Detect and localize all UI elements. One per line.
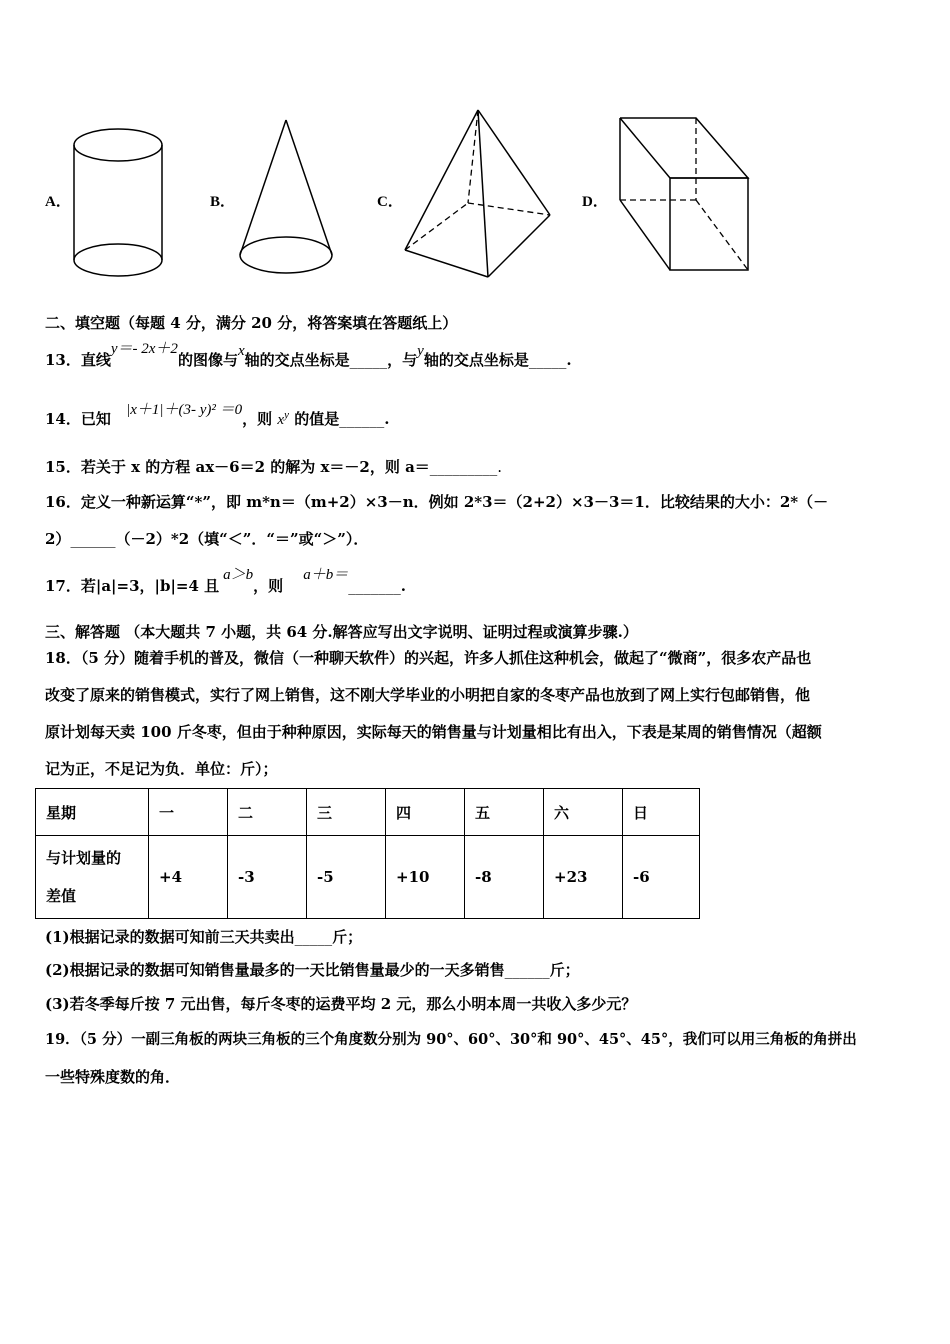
table-day-cell: 四 <box>386 789 465 836</box>
q13-blank-2: _____ <box>528 351 567 369</box>
q17-text1: 17．若|a|=3，|b|=4 且 <box>45 577 220 595</box>
table-row-label-line-1: 与计划量的 <box>46 849 122 867</box>
table-row-label <box>36 836 149 919</box>
q15-blank: _________ <box>429 458 498 476</box>
q17-blank: _______ <box>348 577 401 595</box>
table-row-label-line-2: 差值 <box>46 887 77 905</box>
q13-text2: 轴的交点坐标是 <box>244 351 350 369</box>
q19-line-1: 19．（5 分）一副三角板的两块三角板的三个角度数分别为 90°、60°、30°和 90°、45°、45°，我们可以用三角板的角拼出 <box>45 1031 857 1048</box>
q16-blank: ______ <box>70 530 116 548</box>
pyramid-figure <box>400 105 560 285</box>
q14-blank: ______ <box>339 410 385 428</box>
table-value-cell: +10 <box>386 836 465 919</box>
table-day-cell: 一 <box>149 789 228 836</box>
table-header-row <box>36 789 700 836</box>
q18-sub1-blank: _____ <box>294 928 333 946</box>
q18-sub2-text: (2)根据记录的数据可知销售量最多的一天比销售量最少的一天多销售 <box>45 961 505 979</box>
table-value-row <box>36 836 700 919</box>
table-value-cell: -8 <box>465 836 544 919</box>
cone-figure <box>235 115 340 285</box>
q18-sub-1 <box>45 926 362 947</box>
q14-power-exp: y <box>284 409 289 421</box>
q13-var-y: y <box>417 343 424 359</box>
option-d-label: D． <box>582 194 608 210</box>
table-value-cell: +4 <box>149 836 228 919</box>
q18-line-3: 原计划每天卖 100 斤冬枣，但由于种种原因，实际每天的销售量与计划量相比有出入，下表是某周的销售情况（超额 <box>45 723 822 741</box>
q17-expression: a＋b＝ <box>303 567 349 583</box>
q18-sub-3: (3)若冬季每斤按 7 元出售，每斤冬枣的运费平均 2 元，那么小明本周一共收入多少元？ <box>45 995 637 1013</box>
section-3-heading: 三、解答题 （本大题共 7 小题，共 64 分.解答应写出文字说明、证明过程或演算步骤.） <box>45 623 638 641</box>
q14-text2: 的值是 <box>294 410 340 428</box>
table-value-cell: +23 <box>544 836 623 919</box>
table-day-cell: 五 <box>465 789 544 836</box>
section-2-heading: 二、填空题（每题 4 分，满分 20 分，将答案填在答题纸上） <box>45 314 458 332</box>
q13-blank-1: _____ <box>349 351 388 369</box>
question-16-line-2 <box>45 528 368 549</box>
q13-number: 13．直线 <box>45 351 111 369</box>
table-header-label: 星期 <box>36 789 149 836</box>
q13-text4: 轴的交点坐标是 <box>423 351 529 369</box>
question-13 <box>45 341 572 370</box>
option-c-label: C． <box>377 194 403 210</box>
q18-sub2-end: 斤； <box>549 961 580 979</box>
table-day-cell: 日 <box>623 789 700 836</box>
table-day-cell: 六 <box>544 789 623 836</box>
q13-text3: ，与 <box>387 351 418 369</box>
q18-line-2: 改变了原来的销售模式，实行了网上销售，这不刚大学毕业的小明把自家的冬枣产品也放到了网上实行包邮销售，他 <box>45 686 811 704</box>
rectangular-prism-figure <box>612 112 757 277</box>
question-15 <box>45 456 502 477</box>
q13-text1: 的图像与 <box>177 351 238 369</box>
q18-sub-2 <box>45 959 580 980</box>
q14-number: 14．已知 <box>45 410 111 428</box>
table-day-cell: 三 <box>307 789 386 836</box>
q19-line-2: 一些特殊度数的角． <box>45 1068 181 1086</box>
q18-sub2-blank: ______ <box>504 961 550 979</box>
q14-text1: ，则 <box>242 410 273 428</box>
table-value-cell: -6 <box>623 836 700 919</box>
q18-line-4: 记为正，不足记为负．单位：斤）； <box>45 760 278 778</box>
q13-end: . <box>566 351 572 369</box>
q16-line2-end: （－2）*2（填“＜”．“＝”或“＞”）． <box>115 530 369 548</box>
q13-var-x: x <box>237 343 245 359</box>
option-a-label: A． <box>45 194 71 210</box>
q15-end: . <box>497 458 503 476</box>
q14-power-base: x <box>277 412 285 428</box>
q17-text2: ，则 <box>253 577 284 595</box>
question-16-line-1: 16．定义一种新运算“*”，即 m*n＝（m+2）×3－n．例如 2*3＝（2+2）×3－3＝1．比较结果的大小：2*（－ <box>45 493 829 511</box>
q18-line-1: 18．（5 分）随着手机的普及，微信（一种聊天软件）的兴起，许多人抓住这种机会，做起了“微商”，很多农产品也 <box>45 649 812 667</box>
table-value-cell: -5 <box>307 836 386 919</box>
q13-formula: y＝- 2x＋2 <box>110 341 178 357</box>
table-value-cell: -3 <box>228 836 307 919</box>
cylinder-figure <box>70 125 170 285</box>
q18-sub1-text: (1)根据记录的数据可知前三天共卖出 <box>45 928 295 946</box>
q14-end: . <box>384 410 390 428</box>
table-day-cell: 二 <box>228 789 307 836</box>
option-b-label: B． <box>210 194 236 210</box>
question-14 <box>45 402 390 429</box>
q18-sub1-end: 斤； <box>332 928 363 946</box>
q16-line2-start: 2） <box>45 530 71 548</box>
q15-text: 15．若关于 x 的方程 ax－6＝2 的解为 x＝－2，则 a＝ <box>45 458 430 476</box>
q17-condition: a＞b <box>223 567 254 583</box>
sales-table <box>35 788 700 919</box>
q14-formula: |x＋1|＋(3- y)² ＝0 <box>126 402 243 418</box>
q17-end: . <box>400 577 406 595</box>
question-17 <box>45 567 406 596</box>
